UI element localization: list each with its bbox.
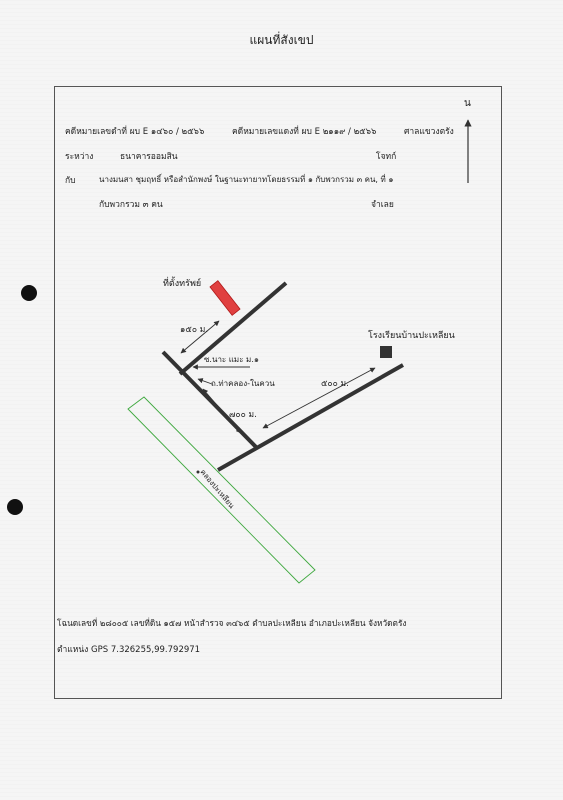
plaintiff-name: ธนาคารออมสิน (120, 152, 178, 162)
distance-700-label: ๗๐๐ ม. (229, 410, 257, 420)
plaintiff-role: โจทก์ (376, 152, 397, 162)
red-case-number: คดีหมายเลขแดงที่ ผบ E ๒๑๑๙ / ๒๕๖๖ (232, 127, 377, 137)
defendant-line-1: นางมนสา ชุมฤทธิ์ หรือสำนักพงษ์ ในฐานะทายาทโดยธรรมที่ ๑ กับพวกรวม ๓ คน, ที่ ๑ (99, 175, 394, 184)
lane-label: ซ.นาะ แมะ ม.๑ (204, 355, 259, 364)
with-label: กับ (65, 176, 76, 186)
defendant-role: จำเลย (371, 200, 394, 210)
court-name: ศาลแขวงตรัง (404, 127, 454, 137)
canal-label: คลองปะเหลียน (198, 467, 237, 511)
distance-150-label: ๑๕๐ ม. (180, 325, 209, 335)
distance-500-label: ๕๐๐ ม. (321, 379, 349, 389)
distance-500-arrow (263, 368, 375, 428)
school-label: โรงเรียนบ้านปะเหลียน (368, 331, 455, 341)
property-label: ที่ตั้งทรัพย์ (163, 279, 202, 289)
road-direction-arrow (198, 379, 212, 384)
property-marker-icon (210, 281, 240, 316)
main-road (163, 352, 257, 448)
road-label: ถ.ท่าคลอง-ในควน (211, 379, 275, 388)
black-case-number: คดีหมายเลขดำที่ ผบ E ๑๔๖๐ / ๒๕๖๖ (65, 127, 205, 137)
title-deed-info: โฉนดเลขที่ ๒๘๐๐๕ เลขที่ดิน ๑๕๗ หน้าสำรวจ ๓๔๖๕ ตำบลปะเหลียน อำเภอปะเหลียน จังหวัดตรัง (57, 618, 407, 628)
between-label: ระหว่าง (65, 152, 94, 162)
north-label: น (464, 98, 471, 109)
page-title: แผนที่สังเขป (249, 33, 314, 47)
defendant-line-2: กับพวกรวม ๓ คน (99, 200, 163, 210)
gps-position: ตำแหน่ง GPS 7.326255,99.792971 (57, 645, 201, 655)
school-marker-icon (380, 346, 392, 358)
